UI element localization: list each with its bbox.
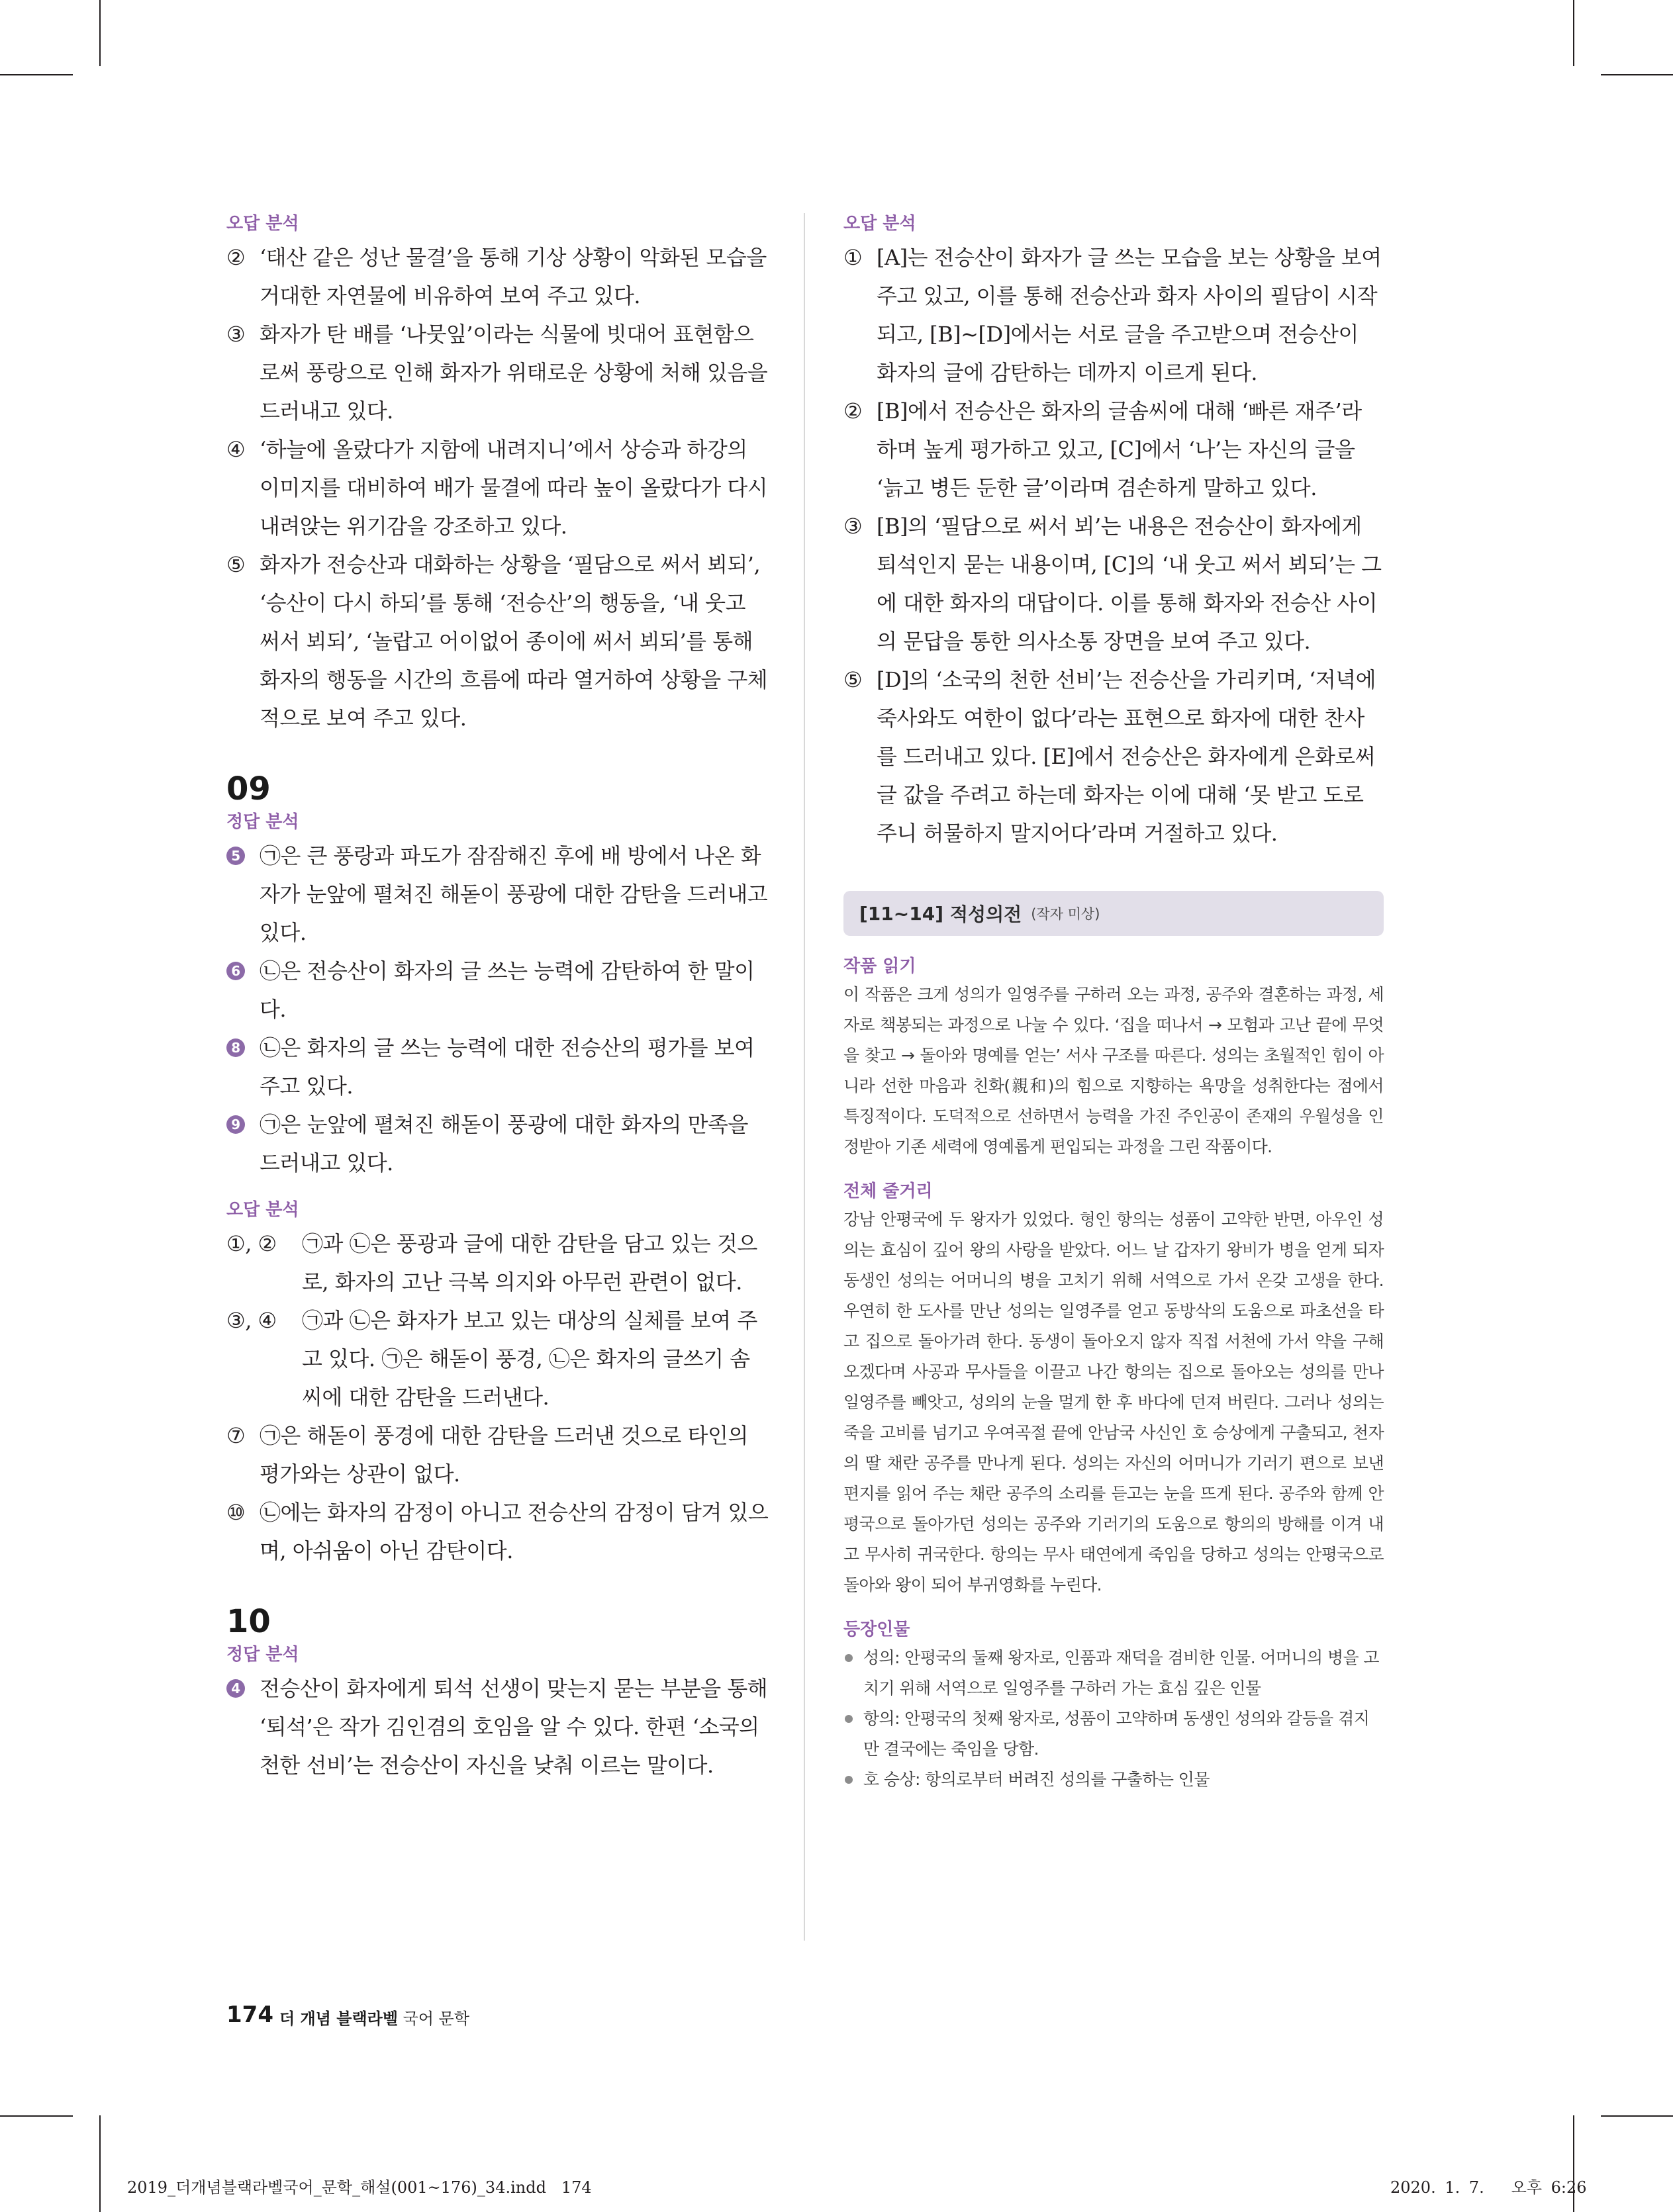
answer-item [226,545,769,737]
item-text: ㉠은 큰 풍랑과 파도가 잠잠해진 후에 배 방에서 나온 화자가 눈앞에 펼쳐진 해돋이 풍광에 대한 감탄을 드러내고 있다. [260,843,768,945]
question-number-10: 10 [226,1603,271,1640]
q08-wrong-list [226,238,769,737]
section-title: 적성의전 [949,903,1022,925]
item-text: ㉡은 전승산이 화자의 글 쓰는 능력에 감탄하여 한 말이다. [260,958,755,1022]
character-item [843,1643,1384,1704]
item-marker: ③ [226,322,246,347]
character-text: 성의: 안평국의 둘째 왕자로, 인품과 재덕을 겸비한 인물. 어머니의 병을 고치기 위해 서역으로 일영주를 구하러 가는 효심 깊은 인물 [863,1648,1379,1698]
reading-heading: 작품 읽기 [843,956,916,976]
crop-mark [1573,0,1574,66]
plot-paragraph: 강남 안평국에 두 왕자가 있었다. 형인 항의는 성품이 고약한 반면, 아우인 성의는 효심이 깊어 왕의 사랑을 받았다. 어느 날 갑자기 왕비가 병을 얻게 되자 동생인 성의는 어머니의 병을 고치기 위해 서역으로 가서 온갖 고생을 한다. 우연히 한 도사를 만난 성의는 일영주를 얻고 동방삭의 도움으로 파초선을 타고 집으로 돌아가려 한다. 동생이 돌아오지 않자 직접 서천에 가서 약을 구해 오겠다며 사공과 무사들을 이끌고 나간 항의는 집으로 돌아오는 성의를 만나 일영주를 빼앗고, 성의의 눈을 멀게 한 후 바다에 던져 버린다. 그러나 성의는 죽을 고비를 넘기고 우여곡절 끝에 안남국 사신인 호 승상에게 구출되고, 천자의 딸 채란 공주를 만나게 된다. 성의는 자신의 어머니가 기러기 편으로 보낸 편지를 읽어 주는 채란 공주의 소리를 듣고는 눈을 뜨게 된다. 공주와 함께 안평국으로 돌아가던 성의는 공주와 기러기의 도움으로 항의의 방해를 이겨 내고 무사히 귀국한다. 항의는 무사 태연에게 죽임을 당하고 성의는 안평국으로 돌아와 왕이 되어 부귀영화를 누린다. [843,1210,1384,1594]
item-text: ㉠과 ㉡은 화자가 보고 있는 대상의 실체를 보여 주고 있다. ㉠은 해돋이 풍경, ㉡은 화자의 글쓰기 솜씨에 대한 감탄을 드러낸다. [302,1308,757,1410]
answer-item [226,1105,769,1182]
reading-paragraph: 이 작품은 크게 성의가 일영주를 구하러 오는 과정, 공주와 결혼하는 과정, 세자로 책봉되는 과정으로 나눌 수 있다. ‘집을 떠나서 → 모험과 고난 끝에 무엇을 찾고 → 돌아와 명예를 얻는’ 서사 구조를 따른다. 성의는 초월적인 힘이 아니라 선한 마음과 친화(親和)의 힘으로 지향하는 욕망을 성취한다는 점에서 특징적이다. 도덕적으로 선하면서 능력을 가진 주인공이 존재의 우월성을 인정받아 기존 세력에 영예롭게 편입되는 과정을 그린 작품이다. [843,985,1384,1156]
answer-item [843,238,1384,392]
q10-correct-heading: 정답 분석 [226,1645,299,1665]
section-range: [11~14] [859,902,943,925]
item-marker: ③ [843,514,863,539]
answer-item [226,238,769,315]
character-text: 호 승상: 항의로부터 버려진 성의를 구출하는 인물 [863,1770,1210,1789]
item-text: ㉡에는 화자의 감정이 아니고 전승산의 감정이 담겨 있으며, 아쉬움이 아닌 감탄이다. [260,1500,769,1563]
item-text: [B]에서 전승산은 화자의 글솜씨에 대해 ‘빠른 재주’라 하며 높게 평가하고 있고, [C]에서 ‘나’는 자신의 글을 ‘늙고 병든 둔한 글’이라며 겸손하게 말하고 있다. [877,398,1362,500]
left-column [226,210,769,1784]
answer-item [226,952,769,1029]
section-title-bar [843,891,1384,936]
item-marker: ① [843,245,863,270]
answer-item [843,661,1384,853]
item-marker: ⑩ [226,1500,246,1525]
book-title [279,2005,469,2029]
crop-mark [1573,2115,1574,2212]
item-text: ㉡은 화자의 글 쓰는 능력에 대한 전승산의 평가를 보여 주고 있다. [260,1035,755,1099]
q09-wrong-list [226,1224,769,1570]
answer-item [226,1029,769,1105]
item-text: 화자가 전승산과 대화하는 상황을 ‘필담으로 써서 뵈되’, ‘승산이 다시 하되’를 통해 ‘전승산’의 행동을, ‘내 웃고 써서 뵈되’, ‘놀랍고 어이없어 종이에 써서 뵈되’를 통해 화자의 행동을 시간의 흐름에 따라 열거하여 상황을 구체적으로 보여 주고 있다. [260,552,768,731]
q08-wrong-heading: 오답 분석 [226,214,299,234]
item-text: ㉠은 눈앞에 펼쳐진 해돋이 풍광에 대한 화자의 만족을 드러내고 있다. [260,1112,748,1175]
character-item [843,1704,1384,1765]
answer-item [843,392,1384,507]
crop-mark [1601,74,1673,75]
bullet-dot-icon [845,1776,853,1784]
answer-number-badge: 9 [226,1115,245,1134]
q10-correct-list [226,1669,769,1784]
characters-list [843,1643,1384,1795]
bullet-dot-icon [845,1715,853,1723]
item-marker: ② [843,398,863,424]
answer-number-badge: 8 [226,1038,245,1057]
character-item [843,1765,1384,1795]
item-marker: ⑤ [843,667,863,692]
q09-wrong-heading: 오답 분석 [226,1200,299,1220]
crop-mark [99,2115,101,2212]
bullet-dot-icon [845,1654,853,1662]
crop-mark [99,0,101,66]
characters-heading: 등장인물 [843,1620,910,1639]
item-marker: ③, ④ [226,1308,277,1333]
print-slug-file: 2019_더개념블랙라벨국어_문학_해설(001~176)_34.indd 174 [127,2178,592,2197]
book-title-rest: 국어 문학 [403,2009,470,2028]
answer-number-badge: 5 [226,847,245,865]
q09-correct-list [226,837,769,1182]
q10-wrong-heading: 오답 분석 [843,214,916,234]
answer-item [226,1493,769,1570]
answer-item [226,1669,769,1784]
crop-mark [0,2115,73,2117]
answer-item [226,1416,769,1493]
q09-correct-heading: 정답 분석 [226,812,299,832]
answer-item [843,507,1384,661]
item-text: [D]의 ‘소국의 천한 선비’는 전승산을 가리키며, ‘저녁에 죽사와도 여한이 없다’라는 표현으로 화자에 대한 찬사를 드러내고 있다. [E]에서 전승산은 화자에게 은화로써 글 값을 주려고 하는데 화자는 이에 대해 ‘못 받고 도로 주니 허물하지 말지어다’라며 거절하고 있다. [877,667,1376,846]
item-text: ㉠은 해돋이 풍경에 대한 감탄을 드러낸 것으로 타인의 평가와는 상관이 없다. [260,1423,748,1487]
crop-mark [0,74,73,75]
crop-mark [1601,2115,1673,2117]
question-number-09: 09 [226,770,271,807]
item-text: [B]의 ‘필담으로 써서 뵈’는 내용은 전승산이 화자에게 퇴석인지 묻는 내용이며, [C]의 ‘내 웃고 써서 뵈되’는 그에 대한 화자의 대답이다. 이를 통해 화자와 전승산 사이의 문답을 통한 의사소통 장면을 보여 주고 있다. [877,514,1382,654]
item-marker: ⑦ [226,1423,246,1448]
item-marker: ④ [226,437,246,462]
column-divider [804,213,805,1941]
character-text: 항의: 안평국의 첫째 왕자로, 성품이 고약하며 동생인 성의와 갈등을 겪지만 결국에는 죽임을 당함. [863,1709,1370,1759]
item-text: ‘하늘에 올랐다가 지함에 내려지니’에서 상승과 하강의 이미지를 대비하여 배가 물결에 따라 높이 올랐다가 다시 내려앉는 위기감을 강조하고 있다. [260,437,768,539]
answer-number-badge: 6 [226,962,245,980]
answer-item [226,315,769,430]
item-text: [A]는 전승산이 화자가 글 쓰는 모습을 보는 상황을 보여 주고 있고, 이를 통해 전승산과 화자 사이의 필담이 시작되고, [B]~[D]에서는 서로 글을 주고받으며 전승산이 화자의 글에 감탄하는 데까지 이르게 된다. [877,245,1382,385]
item-marker: ①, ② [226,1231,277,1256]
q10-wrong-list [843,238,1384,853]
plot-heading: 전체 줄거리 [843,1181,933,1201]
answer-item [226,430,769,545]
item-text: 화자가 탄 배를 ‘나뭇잎’이라는 식물에 빗대어 표현함으로써 풍랑으로 인해 화자가 위태로운 상황에 처해 있음을 드러내고 있다. [260,322,768,424]
page-number: 174 [226,2002,273,2028]
book-title-bold: 더 개념 블랙라벨 [279,2009,398,2028]
item-text: ㉠과 ㉡은 풍광과 글에 대한 감탄을 담고 있는 것으로, 화자의 고난 극복 의지와 아무런 관련이 없다. [302,1231,757,1295]
answer-item [226,1224,769,1301]
item-marker: ② [226,245,246,270]
item-text: 전승산이 화자에게 퇴석 선생이 맞는지 묻는 부분을 통해 ‘퇴석’은 작가 김인겸의 호임을 알 수 있다. 한편 ‘소국의 천한 선비’는 전승산이 자신을 낮춰 이르는 말이다. [260,1676,768,1778]
item-marker: ⑤ [226,552,246,577]
answer-number-badge: 4 [226,1679,245,1698]
print-slug-date: 2020. 1. 7. 오후 6:26 [1390,2178,1587,2197]
item-text: ‘태산 같은 성난 물결’을 통해 기상 상황이 악화된 모습을 거대한 자연물에 비유하여 보여 주고 있다. [260,245,767,308]
answer-item [226,1301,769,1416]
answer-item [226,837,769,952]
right-column [843,210,1384,1795]
section-author: (작자 미상) [1031,906,1100,922]
